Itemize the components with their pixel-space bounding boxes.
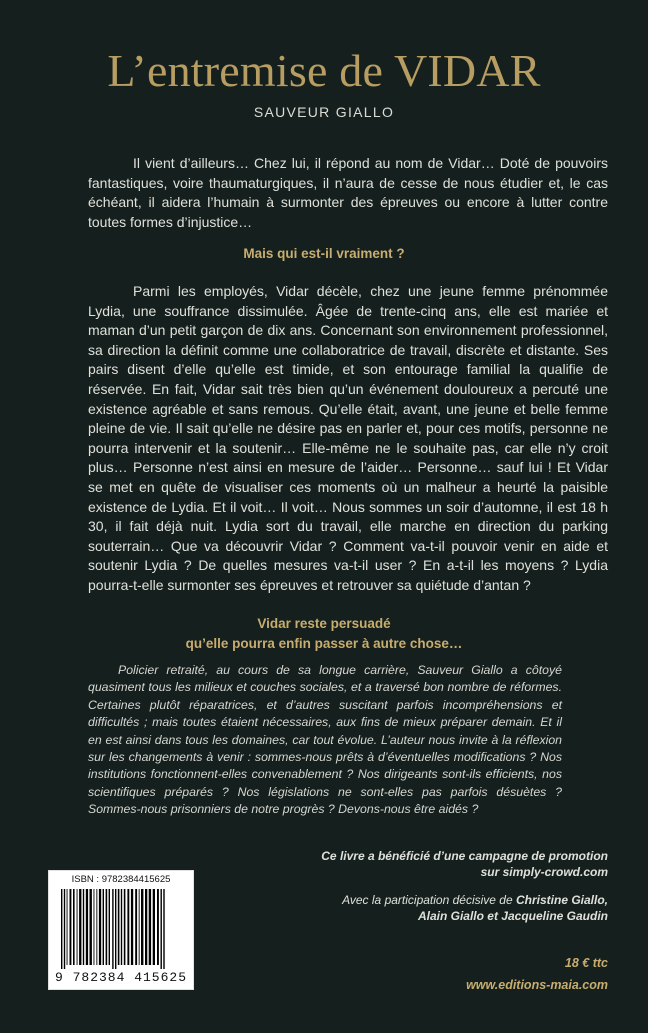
closing-tagline-line-2: qu’elle pourra enfin passer à autre chose… (185, 636, 463, 651)
isbn-barcode (48, 870, 194, 990)
barcode-bar (163, 889, 164, 969)
barcode-bar (103, 889, 104, 965)
barcode-bar (90, 889, 92, 965)
barcode-bar (131, 889, 133, 965)
price: 18 € ttc (564, 956, 608, 970)
barcode-bar (86, 889, 88, 965)
barcode-bar (79, 889, 81, 965)
barcode-bar (109, 889, 110, 965)
barcode-bar (145, 889, 147, 965)
author-biography: Policier retraité, au cours de sa longue carrière, Sauveur Giallo a côtoyé quasiment tous les milieux et couches sociales, et a traversé bon nombre de réformes. Certaines plutôt réparatrices, et d’autres suscitant parfois incompréhensions et difficultés ; mais toutes étaient nécessaires, aux fins de mieux préparer demain. Et il en est ainsi dans tous les domaines, car tout évolue. L’auteur nous invite à la réflexion sur les changements à venir : sommes-nous prêts à d’éventuelles modifications ? Nos institutions fonctionnent-elles convenablement ? Nos dirigeants sont-ils efficients, nos scientifiques préparés ? Nos législations ne sont-elles pas parfois désuètes ? Sommes-nous prisonniers de notre progrès ? Devons-nous être aidés ? (88, 663, 562, 817)
participation-prefix: Avec la participation décisive de (342, 893, 516, 907)
synopsis-paragraph-2: Parmi les employés, Vidar décèle, chez une jeune femme prénommée Lydia, une souffrance dissimulée. Âgée de trente-cinq ans, elle est mariée et maman d’un petit garçon de dix ans. Concernant son environnement professionnel, sa direction la définit comme une collaboratrice de travail, discrète et distante. Ses pairs disent d’elle qu’elle est timide, et son entourage familial la qualifie de réservée. En fait, Vidar sait très bien qu’un événement douloureux a percuté une existence agréable et sans remous. Qu’elle était, avant, une jeune et belle femme pleine de vie. Il sait qu’elle ne désire pas en parler et, pour ces motifs, personne ne pourra intervenir et la soutenir… Elle-même ne le souhaite pas, car elle n’y croit plus… Personne n’est ainsi en mesure de l’aider… Personne… sauf lui ! Et Vidar se met en quête de visualiser ces moments où un malheur a heurté la paisible existence de Lydia. Et il voit… Il voit… Nous sommes un soir d’automne, il est 18 h 30, il fait déjà nuit. Lydia sort du travail, elle marche en direction du parking souterrain… Que va découvrir Vidar ? Comment va-t-il pouvoir venir en aide et soutenir Lydia ? De quelles mesures va-t-il user ? En a-t-il les moyens ? Lydia pourra-t-elle surmonter ses épreuves et retrouver sa quiétude d’antan ? (88, 283, 608, 593)
barcode-bar (149, 889, 151, 965)
barcode-bar (112, 889, 113, 969)
barcode-bar (106, 889, 108, 965)
author-name: SAUVEUR GIALLO (253, 104, 395, 120)
book-title: L’entremise de VIDAR (107, 45, 541, 96)
barcode-bar (77, 889, 78, 965)
participation-names-2: Alain Giallo et Jacqueline Gaudin (417, 909, 608, 923)
publisher-website: www.editions-maia.com (466, 978, 608, 992)
barcode-bar (96, 889, 97, 965)
barcode-bar (64, 889, 65, 969)
barcode-bar (83, 889, 84, 965)
barcode-bar (141, 889, 143, 965)
barcode-bar (73, 889, 75, 965)
barcode-bar (124, 889, 126, 965)
barcode-bar (115, 889, 116, 969)
barcode-bar (121, 889, 122, 965)
barcode-bar (135, 889, 137, 965)
barcode-bar (70, 889, 72, 965)
tagline-question: Mais qui est-il vraiment ? (243, 246, 405, 261)
synopsis-paragraph-1: Il vient d’ailleurs… Chez lui, il répond au nom de Vidar… Doté de pouvoirs fantastiques, voire thaumaturgiques, il n’aura de cesse de nous étudier et, le cas échéant, il aidera l’humain à surmonter des épreuves ou encore à lutter contre toutes formes d’injustice… (88, 155, 608, 230)
barcode-bar (157, 889, 159, 965)
closing-tagline (0, 614, 648, 654)
closing-tagline-line-1: Vidar reste persuadé (257, 616, 391, 631)
promotion-line-1: Ce livre a bénéficié d’une campagne de promotion (321, 849, 608, 863)
barcode-bar (118, 889, 120, 965)
barcode-bar (61, 889, 62, 969)
barcode-digits: 9 782384 415625 (54, 970, 188, 985)
participation-notice (278, 892, 608, 924)
barcode-bars (59, 889, 187, 969)
barcode-bar (67, 889, 68, 965)
barcode-bar (94, 889, 95, 965)
promotion-line-2: sur simply-crowd.com (480, 865, 608, 879)
barcode-bar (99, 889, 101, 965)
participation-name-1: Christine Giallo, (515, 893, 608, 907)
barcode-bar (139, 889, 140, 965)
barcode-bar (153, 889, 155, 965)
barcode-bar (127, 889, 129, 965)
isbn-label: ISBN : 9782384415625 (71, 874, 171, 885)
promotion-notice (278, 848, 608, 880)
barcode-bar (161, 889, 162, 969)
